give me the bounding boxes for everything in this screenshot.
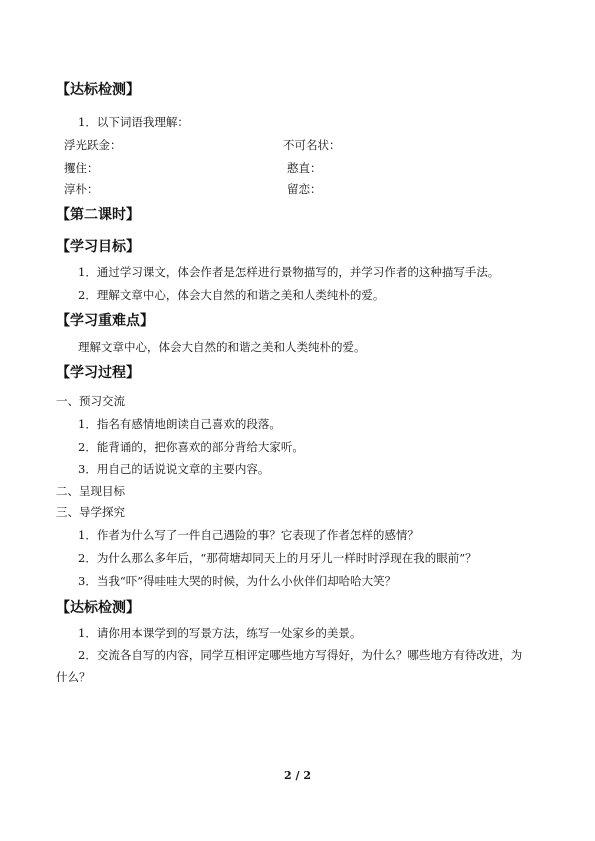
process-item: 1．作者为什么写了一件自己遇险的事？它表现了作者怎样的感情？ [78,528,419,542]
process-part-title: 二、呈现目标 [56,484,125,498]
vocab-term: 攫住： [64,161,99,175]
heading-learning-process: 【学习过程】 [56,365,140,381]
heading-key-points: 【学习重难点】 [56,313,154,329]
assessment-item-continuation: 什么？ [56,670,91,684]
assessment-item: 1．请你用本课学到的写景方法，练写一处家乡的美景。 [78,626,362,640]
process-part-title: 一、预习交流 [56,394,125,408]
process-item: 3．当我“吓”得哇哇大哭的时候，为什么小伙伴们却哈哈大笑？ [78,574,397,588]
vocab-term: 浮光跃金： [64,138,122,152]
vocab-instruction: 1．以下词语我理解： [78,115,189,129]
vocab-term: 憨直： [287,161,322,175]
process-item: 1．指名有感情地朗读自己喜欢的段落。 [78,417,281,431]
heading-assessment-1: 【达标检测】 [56,82,140,98]
assessment-item: 2．交流各自写的内容，同学互相评定哪些地方写得好，为什么？哪些地方有待改进，为 [78,648,523,662]
process-item: 2．为什么那么多年后，“那荷塘却同天上的月牙儿一样时时浮现在我的眼前”？ [78,551,477,565]
goal-item: 1．通过学习课文，体会作者是怎样进行景物描写的，并学习作者的这种描写手法。 [78,265,500,279]
heading-assessment-2: 【达标检测】 [56,600,140,616]
process-part-title: 三、导学探究 [56,505,125,519]
goal-item: 2．理解文章中心，体会大自然的和谐之美和人类纯朴的爱。 [78,288,385,302]
vocab-term: 淳朴： [64,182,99,196]
heading-learning-goals: 【学习目标】 [56,239,140,255]
key-points-text: 理解文章中心，体会大自然的和谐之美和人类纯朴的爱。 [78,340,366,354]
process-item: 2．能背诵的，把你喜欢的部分背给大家听。 [78,440,304,454]
page-number: 2 / 2 [284,769,311,782]
vocab-term: 不可名状： [283,138,341,152]
process-item: 3．用自己的话说说文章的主要内容。 [78,462,270,476]
heading-lesson-two: 【第二课时】 [56,207,140,223]
vocab-term: 留恋： [287,182,322,196]
